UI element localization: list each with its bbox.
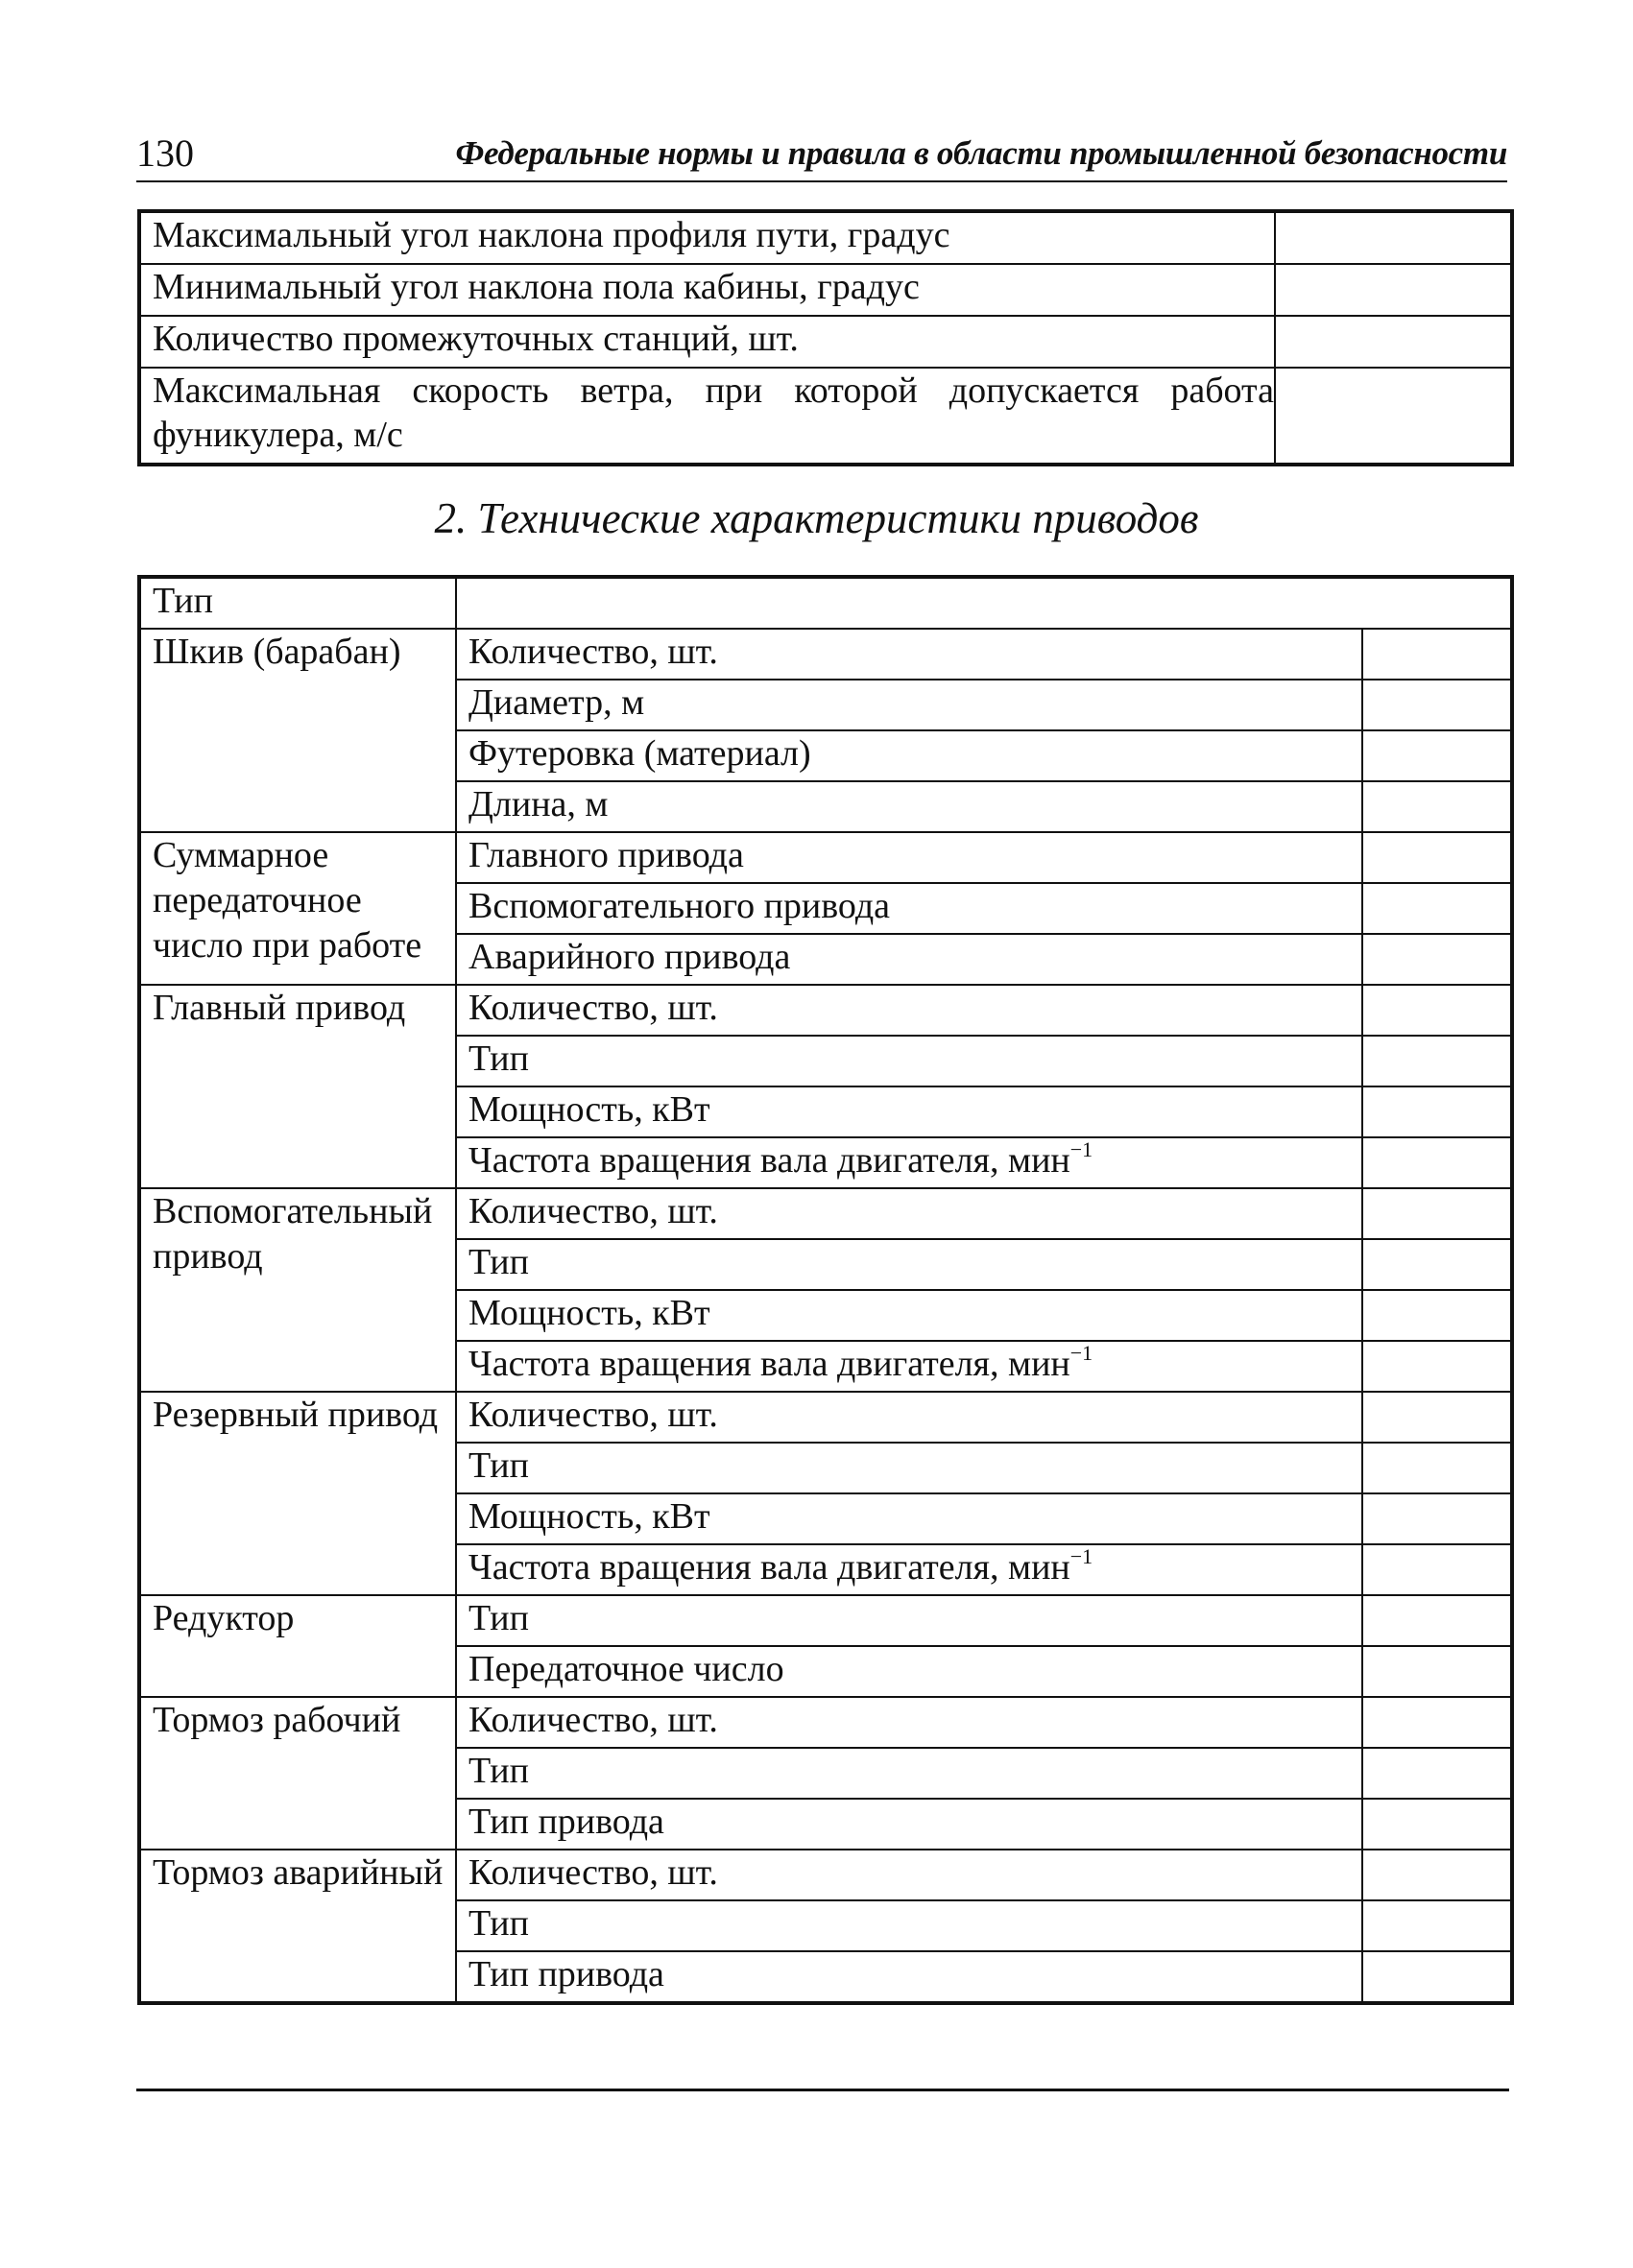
parameter-text: Тип bbox=[468, 1751, 529, 1791]
parameter-label bbox=[456, 1290, 1362, 1341]
parameter-value-cell[interactable] bbox=[1362, 1137, 1512, 1188]
group-label: Вспомогательный привод bbox=[139, 1188, 456, 1392]
parameter-value-cell[interactable] bbox=[1362, 1748, 1512, 1799]
exponent: −1 bbox=[1069, 1137, 1093, 1161]
table-row bbox=[139, 577, 1512, 629]
parameter-label bbox=[456, 1239, 1362, 1290]
parameter-value-cell[interactable] bbox=[1362, 1850, 1512, 1900]
page-number: 130 bbox=[136, 131, 194, 175]
parameter-text: Частота вращения вала двигателя, мин bbox=[468, 1547, 1070, 1588]
parameter-label bbox=[456, 1493, 1362, 1544]
parameter-value-cell[interactable] bbox=[1362, 883, 1512, 934]
parameter-value-cell[interactable] bbox=[1362, 1392, 1512, 1443]
exponent: −1 bbox=[1069, 1341, 1093, 1365]
type-label: Тип bbox=[139, 577, 456, 629]
parameter-text: Тип привода bbox=[468, 1802, 664, 1842]
parameter-label bbox=[456, 730, 1362, 781]
group-label: Резервный привод bbox=[139, 1392, 456, 1595]
parameter-text: Количество, шт. bbox=[468, 1191, 718, 1231]
parameter-label bbox=[456, 1036, 1362, 1086]
table-row bbox=[139, 832, 1512, 883]
parameter-text: Аварийного привода bbox=[468, 937, 791, 977]
parameter-value-cell[interactable] bbox=[1362, 1646, 1512, 1697]
parameter-label bbox=[456, 1137, 1362, 1188]
parameter-value-cell[interactable] bbox=[1362, 1900, 1512, 1951]
parameter-text: Мощность, кВт bbox=[468, 1293, 710, 1333]
page-header bbox=[136, 123, 1507, 182]
parameter-text: Частота вращения вала двигателя, мин bbox=[468, 1344, 1070, 1384]
parameter-text: Вспомогательного привода bbox=[468, 886, 891, 926]
parameter-value-cell[interactable] bbox=[1362, 1595, 1512, 1646]
parameter-value-cell[interactable] bbox=[1275, 368, 1512, 465]
parameter-label: Количество промежуточных станций, шт. bbox=[139, 316, 1275, 368]
table-row bbox=[139, 1188, 1512, 1239]
parameter-value-cell[interactable] bbox=[1275, 211, 1512, 264]
parameter-label bbox=[456, 629, 1362, 680]
table-row bbox=[139, 985, 1512, 1036]
parameter-label bbox=[456, 1697, 1362, 1748]
parameter-value-cell[interactable] bbox=[1362, 934, 1512, 985]
parameters-table bbox=[137, 209, 1514, 466]
parameter-text: Тип bbox=[468, 1242, 529, 1282]
parameter-text: Длина, м bbox=[468, 784, 609, 824]
parameter-value-cell[interactable] bbox=[1362, 1036, 1512, 1086]
type-value-cell[interactable] bbox=[456, 577, 1512, 629]
parameter-value-cell[interactable] bbox=[1362, 1086, 1512, 1137]
parameter-label bbox=[456, 1646, 1362, 1697]
exponent: −1 bbox=[1069, 1544, 1093, 1568]
parameter-label bbox=[456, 1392, 1362, 1443]
parameter-label bbox=[456, 1900, 1362, 1951]
parameter-label bbox=[456, 781, 1362, 832]
parameter-value-cell[interactable] bbox=[1362, 1493, 1512, 1544]
parameter-text: Количество, шт. bbox=[468, 632, 718, 672]
parameter-value-cell[interactable] bbox=[1362, 1697, 1512, 1748]
parameter-text: Количество, шт. bbox=[468, 988, 718, 1028]
table-row bbox=[139, 368, 1512, 465]
parameter-text: Тип bbox=[468, 1445, 529, 1486]
parameter-text: Главного привода bbox=[468, 835, 744, 875]
parameter-text: Тип привода bbox=[468, 1954, 664, 1994]
parameter-text: Мощность, кВт bbox=[468, 1089, 710, 1130]
parameter-text: Количество, шт. bbox=[468, 1852, 718, 1893]
parameter-label bbox=[456, 1443, 1362, 1493]
parameter-label bbox=[456, 1799, 1362, 1850]
parameter-value-cell[interactable] bbox=[1362, 832, 1512, 883]
table-row bbox=[139, 1850, 1512, 1900]
table-row bbox=[139, 316, 1512, 368]
parameter-text: Диаметр, м bbox=[468, 682, 645, 723]
table-row bbox=[139, 1697, 1512, 1748]
parameter-value-cell[interactable] bbox=[1362, 1341, 1512, 1392]
parameter-text: Мощность, кВт bbox=[468, 1496, 710, 1537]
parameter-label: Минимальный угол наклона пола кабины, градус bbox=[139, 264, 1275, 316]
parameter-label bbox=[456, 883, 1362, 934]
parameter-value-cell[interactable] bbox=[1362, 1239, 1512, 1290]
parameter-label bbox=[456, 1086, 1362, 1137]
table-row bbox=[139, 264, 1512, 316]
table-row bbox=[139, 211, 1512, 264]
group-label: Шкив (барабан) bbox=[139, 629, 456, 832]
table-row bbox=[139, 1392, 1512, 1443]
parameter-value-cell[interactable] bbox=[1362, 1290, 1512, 1341]
parameter-value-cell[interactable] bbox=[1362, 680, 1512, 730]
parameter-value-cell[interactable] bbox=[1362, 1544, 1512, 1595]
parameter-label bbox=[456, 1544, 1362, 1595]
group-label: Редуктор bbox=[139, 1595, 456, 1697]
table-row bbox=[139, 1595, 1512, 1646]
running-title: Федеральные нормы и правила в области промышленной безопасности bbox=[455, 134, 1507, 172]
parameter-text: Количество, шт. bbox=[468, 1700, 718, 1740]
parameter-text: Количество, шт. bbox=[468, 1395, 718, 1435]
parameter-text: Тип bbox=[468, 1039, 529, 1079]
parameter-text: Передаточное число bbox=[468, 1649, 784, 1689]
parameter-label bbox=[456, 1341, 1362, 1392]
parameter-text: Тип bbox=[468, 1598, 529, 1638]
parameter-value-cell[interactable] bbox=[1362, 1188, 1512, 1239]
parameter-value-cell[interactable] bbox=[1362, 1799, 1512, 1850]
parameter-label: Максимальная скорость ветра, при которой допускается работа фуникулера, м/с bbox=[139, 368, 1275, 465]
parameter-value-cell[interactable] bbox=[1275, 264, 1512, 316]
parameter-value-cell[interactable] bbox=[1275, 316, 1512, 368]
parameter-text: Тип bbox=[468, 1903, 529, 1944]
parameter-value-cell[interactable] bbox=[1362, 730, 1512, 781]
parameter-label bbox=[456, 1188, 1362, 1239]
parameter-value-cell[interactable] bbox=[1362, 1951, 1512, 2003]
parameter-label bbox=[456, 1850, 1362, 1900]
parameter-label bbox=[456, 832, 1362, 883]
section-title: 2. Технические характеристики приводов bbox=[434, 494, 1199, 542]
group-label: Главный привод bbox=[139, 985, 456, 1188]
table-row bbox=[139, 629, 1512, 680]
bottom-rule bbox=[136, 2089, 1509, 2091]
parameter-value-cell[interactable] bbox=[1362, 985, 1512, 1036]
group-label: Суммарное передаточное число при работе bbox=[139, 832, 456, 985]
drives-table bbox=[137, 575, 1514, 2005]
parameter-label bbox=[456, 1951, 1362, 2003]
parameter-value-cell[interactable] bbox=[1362, 781, 1512, 832]
parameter-text: Частота вращения вала двигателя, мин bbox=[468, 1140, 1070, 1181]
parameter-label bbox=[456, 1595, 1362, 1646]
parameter-label: Максимальный угол наклона профиля пути, градус bbox=[139, 211, 1275, 264]
parameter-text: Футеровка (материал) bbox=[468, 733, 811, 774]
parameter-value-cell[interactable] bbox=[1362, 629, 1512, 680]
parameter-label bbox=[456, 680, 1362, 730]
group-label: Тормоз аварийный bbox=[139, 1850, 456, 2003]
parameter-label bbox=[456, 934, 1362, 985]
group-label: Тормоз рабочий bbox=[139, 1697, 456, 1850]
parameter-label bbox=[456, 1748, 1362, 1799]
parameter-value-cell[interactable] bbox=[1362, 1443, 1512, 1493]
parameter-label bbox=[456, 985, 1362, 1036]
